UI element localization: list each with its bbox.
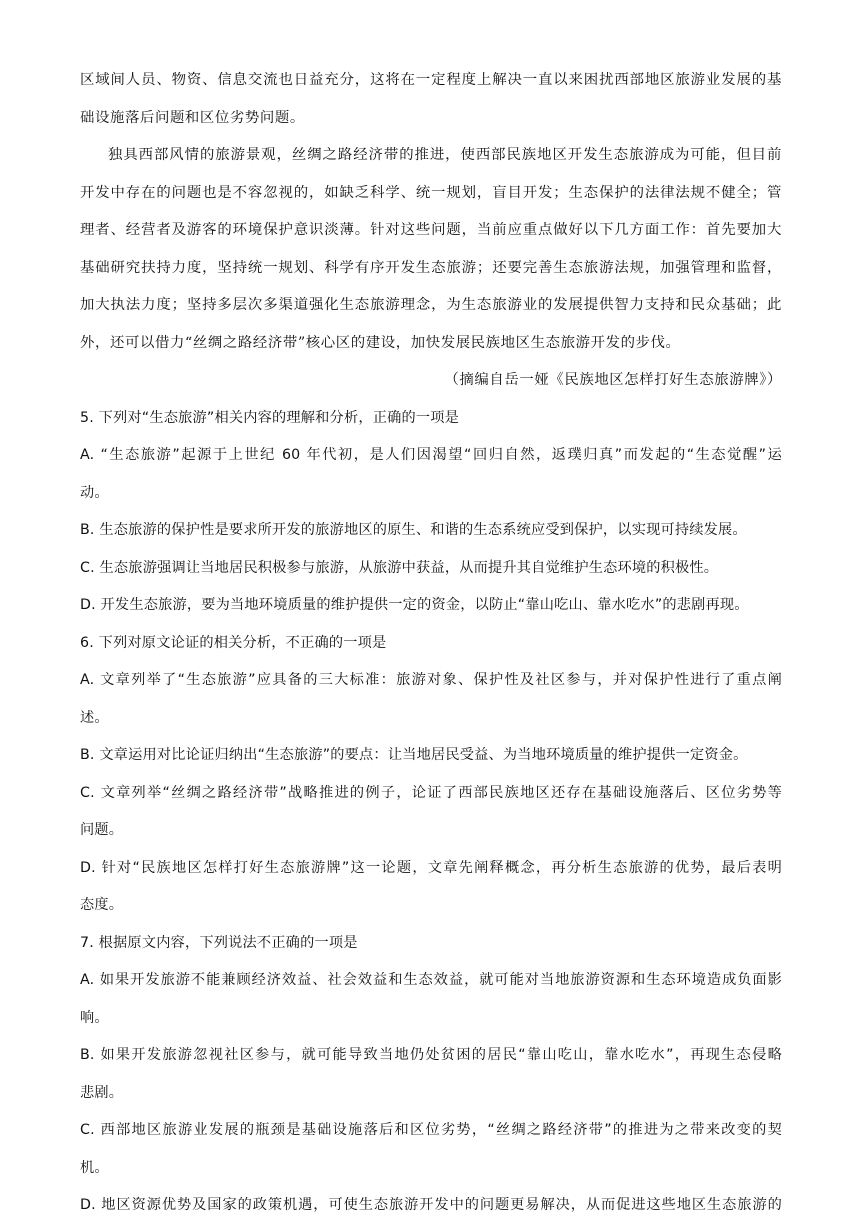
passage-line: 外，还可以借力“丝绸之路经济带”核心区的建设，加快发展民族地区生态旅游开发的步伐。 xyxy=(80,334,681,351)
option-b: B. 文章运用对比论证归纳出“生态旅游”的要点：让当地居民受益、为当地环境质量的维护提供一定资金。 xyxy=(80,747,748,763)
question-stem: 5. 下列对“生态旅游”相关内容的理解和分析，正确的一项是 xyxy=(80,409,460,426)
option-a-continued: 动。 xyxy=(80,484,109,501)
option-c: C. 生态旅游强调让当地居民积极参与旅游，从旅游中获益，从而提升其自觉维护生态环境的积极性。 xyxy=(80,559,719,576)
question-6 xyxy=(80,625,782,925)
question-5 xyxy=(80,400,782,625)
passage-line: 理者、经营者及游客的环境保护意识淡薄。针对这些问题，当前应重点做好以下几方面工作：首先要加大 xyxy=(80,222,782,238)
option-d: D. 针对“民族地区怎样打好生态旅游牌”这一论题，文章先阐释概念，再分析生态旅游的优势，最后表明 xyxy=(80,859,782,876)
option-d: D. 开发生态旅游，要为当地环境质量的维护提供一定的资金，以防止“靠山吃山、靠水吃水”的悲剧再现。 xyxy=(80,597,749,613)
passage-line: 础设施落后问题和区位劣势问题。 xyxy=(80,109,305,126)
option-a: A. 文章列举了“生态旅游”应具备的三大标准：旅游对象、保护性及社区参与，并对保护性进行了重点阐 xyxy=(80,672,782,688)
option-c: C. 西部地区旅游业发展的瓶颈是基础设施落后和区位劣势，“丝绸之路经济带”的推进为之带来改变的契 xyxy=(80,1122,782,1138)
option-a: A. “生态旅游”起源于上世纪 60 年代初，是人们因渴望“回归自然，返璞归真”而发起的“生态觉醒”运 xyxy=(80,447,782,463)
option-a-continued: 响。 xyxy=(80,1009,109,1026)
option-d-continued: 态度。 xyxy=(80,897,124,913)
option-b-continued: 悲剧。 xyxy=(80,1084,124,1101)
passage-line: 开发中存在的问题也是不容忽视的，如缺乏科学、统一规划，盲目开发；生态保护的法律法规不健全；管 xyxy=(80,184,782,201)
option-b: B. 如果开发旅游忽视社区参与，就可能导致当地仍处贫困的居民“靠山吃山，靠水吃水”，再现生态侵略 xyxy=(80,1047,782,1063)
option-a: A. 如果开发旅游不能兼顾经济效益、社会效益和生态效益，就可能对当地旅游资源和生态环境造成负面影 xyxy=(80,972,782,988)
passage-continuation xyxy=(80,62,782,137)
option-d: D. 地区资源优势及国家的政策机遇，可使生态旅游开发中的问题更易解决，从而促进这些地区生态旅游的 xyxy=(80,1197,782,1213)
option-c-continued: 机。 xyxy=(80,1159,109,1176)
passage-line: 独具西部风情的旅游景观，丝绸之路经济带的推进，使西部民族地区开发生态旅游成为可能，但目前 xyxy=(108,147,782,163)
passage-paragraph xyxy=(80,137,782,362)
document-page xyxy=(80,62,782,1225)
option-b: B. 生态旅游的保护性是要求所开发的旅游地区的原生、和谐的生态系统应受到保护，以实现可持续发展。 xyxy=(80,522,747,538)
option-c-continued: 问题。 xyxy=(80,822,124,838)
question-stem: 6. 下列对原文论证的相关分析，不正确的一项是 xyxy=(80,634,387,651)
passage-line: 基础研究扶持力度，坚持统一规划、科学有序开发生态旅游；还要完善生态旅游法规，加强管理和监督， xyxy=(80,259,782,276)
passage-source: （摘编自岳一娅《民族地区怎样打好生态旅游牌》） xyxy=(444,372,782,388)
passage-line: 加大执法力度；坚持多层次多渠道强化生态旅游理念，为生态旅游业的发展提供智力支持和民众基础；此 xyxy=(80,297,782,313)
option-c: C. 文章列举“丝绸之路经济带”战略推进的例子，论证了西部民族地区还存在基础设施落后、区位劣势等 xyxy=(80,784,782,801)
option-a-continued: 述。 xyxy=(80,709,109,726)
passage-line: 区域间人员、物资、信息交流也日益充分，这将在一定程度上解决一直以来困扰西部地区旅游业发展的基 xyxy=(80,72,782,88)
question-stem: 7. 根据原文内容，下列说法不正确的一项是 xyxy=(80,934,358,951)
question-7 xyxy=(80,925,782,1225)
